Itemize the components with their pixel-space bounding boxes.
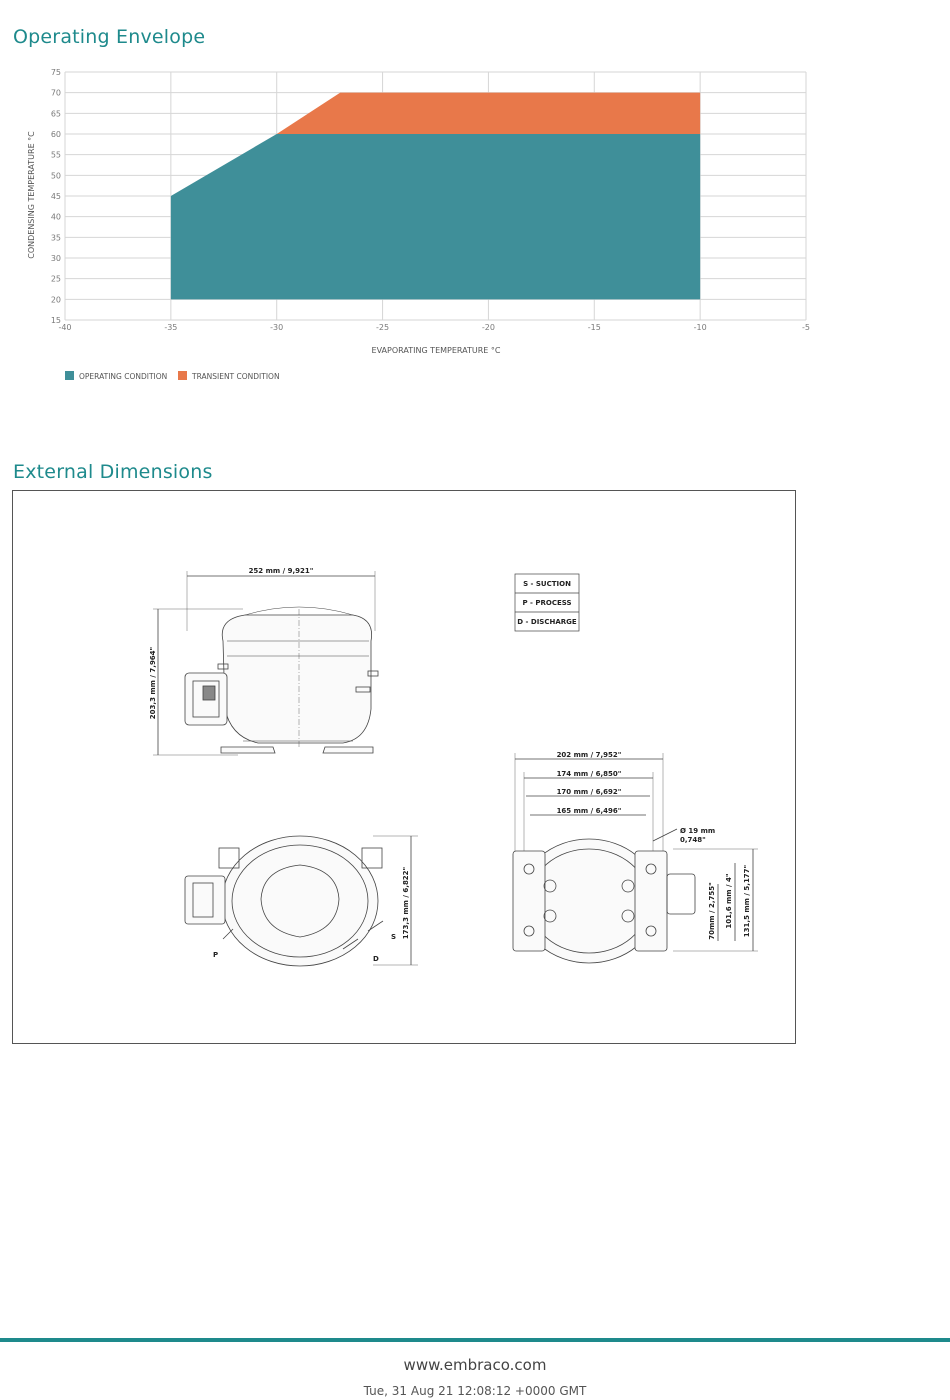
y-tick-label: 75: [50, 68, 61, 77]
legend-swatch: [65, 371, 74, 380]
dimensions-drawing-frame: [12, 490, 796, 1044]
dim-base-170: 170 mm / 6,692": [556, 788, 622, 796]
footer-divider: [0, 1338, 950, 1342]
label-d: D: [373, 955, 379, 963]
y-tick-label: 40: [50, 212, 61, 222]
dim-width-side: 252 mm / 9,921": [248, 567, 314, 575]
x-tick-label: -5: [802, 323, 810, 332]
x-axis-label: EVAPORATING TEMPERATURE °C: [371, 346, 501, 355]
y-tick-label: 70: [50, 88, 61, 98]
y-tick-label: 50: [50, 171, 61, 181]
y-axis-label: CONDENSING TEMPERATURE °C: [27, 131, 36, 259]
dim-height-side: 203,3 mm / 7,964": [149, 646, 157, 720]
legend-swatch: [178, 371, 187, 380]
y-tick-label: 45: [50, 192, 61, 201]
base-view: [513, 753, 758, 963]
legend-label: TRANSIENT CONDITION: [192, 372, 280, 381]
dim-mount-70: 70mm / 2,755": [708, 882, 716, 940]
dim-mount-131: 131,5 mm / 5,177": [743, 864, 751, 938]
dim-base-174: 174 mm / 6,850": [556, 770, 622, 778]
y-tick-label: 30: [50, 254, 61, 263]
y-tick-label: 55: [50, 150, 61, 160]
label-p: P: [213, 951, 219, 959]
x-tick-label: -30: [270, 323, 284, 332]
dim-hole-in: 0,748": [680, 836, 706, 844]
y-tick-label: 20: [50, 295, 61, 305]
side-view: [153, 571, 378, 755]
x-tick-label: -35: [164, 323, 178, 332]
legend-process: P - PROCESS: [522, 599, 572, 607]
x-tick-label: -15: [587, 323, 601, 332]
operating-envelope-title: Operating Envelope: [13, 26, 206, 48]
y-tick-labels: [51, 68, 61, 325]
x-tick-label: -25: [376, 323, 390, 332]
operating-condition-area: [171, 134, 700, 299]
compressor-technical-drawing: [13, 491, 795, 1043]
footer-timestamp: Tue, 31 Aug 21 12:08:12 +0000 GMT: [363, 1384, 587, 1398]
y-tick-label: 35: [50, 233, 61, 243]
footer-website-link[interactable]: www.embraco.com: [403, 1356, 547, 1374]
transient-condition-area: [277, 93, 700, 134]
legend-label: OPERATING CONDITION: [79, 372, 168, 381]
y-tick-label: 15: [50, 316, 61, 325]
y-tick-label: 25: [50, 274, 61, 284]
dim-base-202: 202 mm / 7,952": [556, 751, 622, 759]
dim-hole-mm: Ø 19 mm: [680, 827, 716, 835]
legend-suction: S - SUCTION: [523, 580, 571, 588]
dim-base-165: 165 mm / 6,496": [556, 807, 622, 815]
label-s: S: [391, 933, 397, 941]
operating-envelope-chart: [0, 55, 950, 395]
top-view: [185, 836, 418, 966]
external-dimensions-title: External Dimensions: [13, 461, 213, 483]
x-tick-label: -40: [58, 323, 72, 332]
legend-discharge: D - DISCHARGE: [517, 618, 577, 626]
x-tick-label: -10: [693, 323, 707, 332]
dim-mount-101: 101,6 mm / 4": [725, 873, 733, 929]
y-tick-label: 60: [50, 130, 61, 139]
chart-legend: [65, 371, 280, 381]
y-tick-label: 65: [50, 109, 61, 119]
x-tick-labels: [58, 323, 810, 332]
x-tick-label: -20: [481, 323, 495, 332]
dim-height-top: 173,3 mm / 6,822": [402, 866, 410, 940]
chart-areas: [171, 93, 700, 300]
